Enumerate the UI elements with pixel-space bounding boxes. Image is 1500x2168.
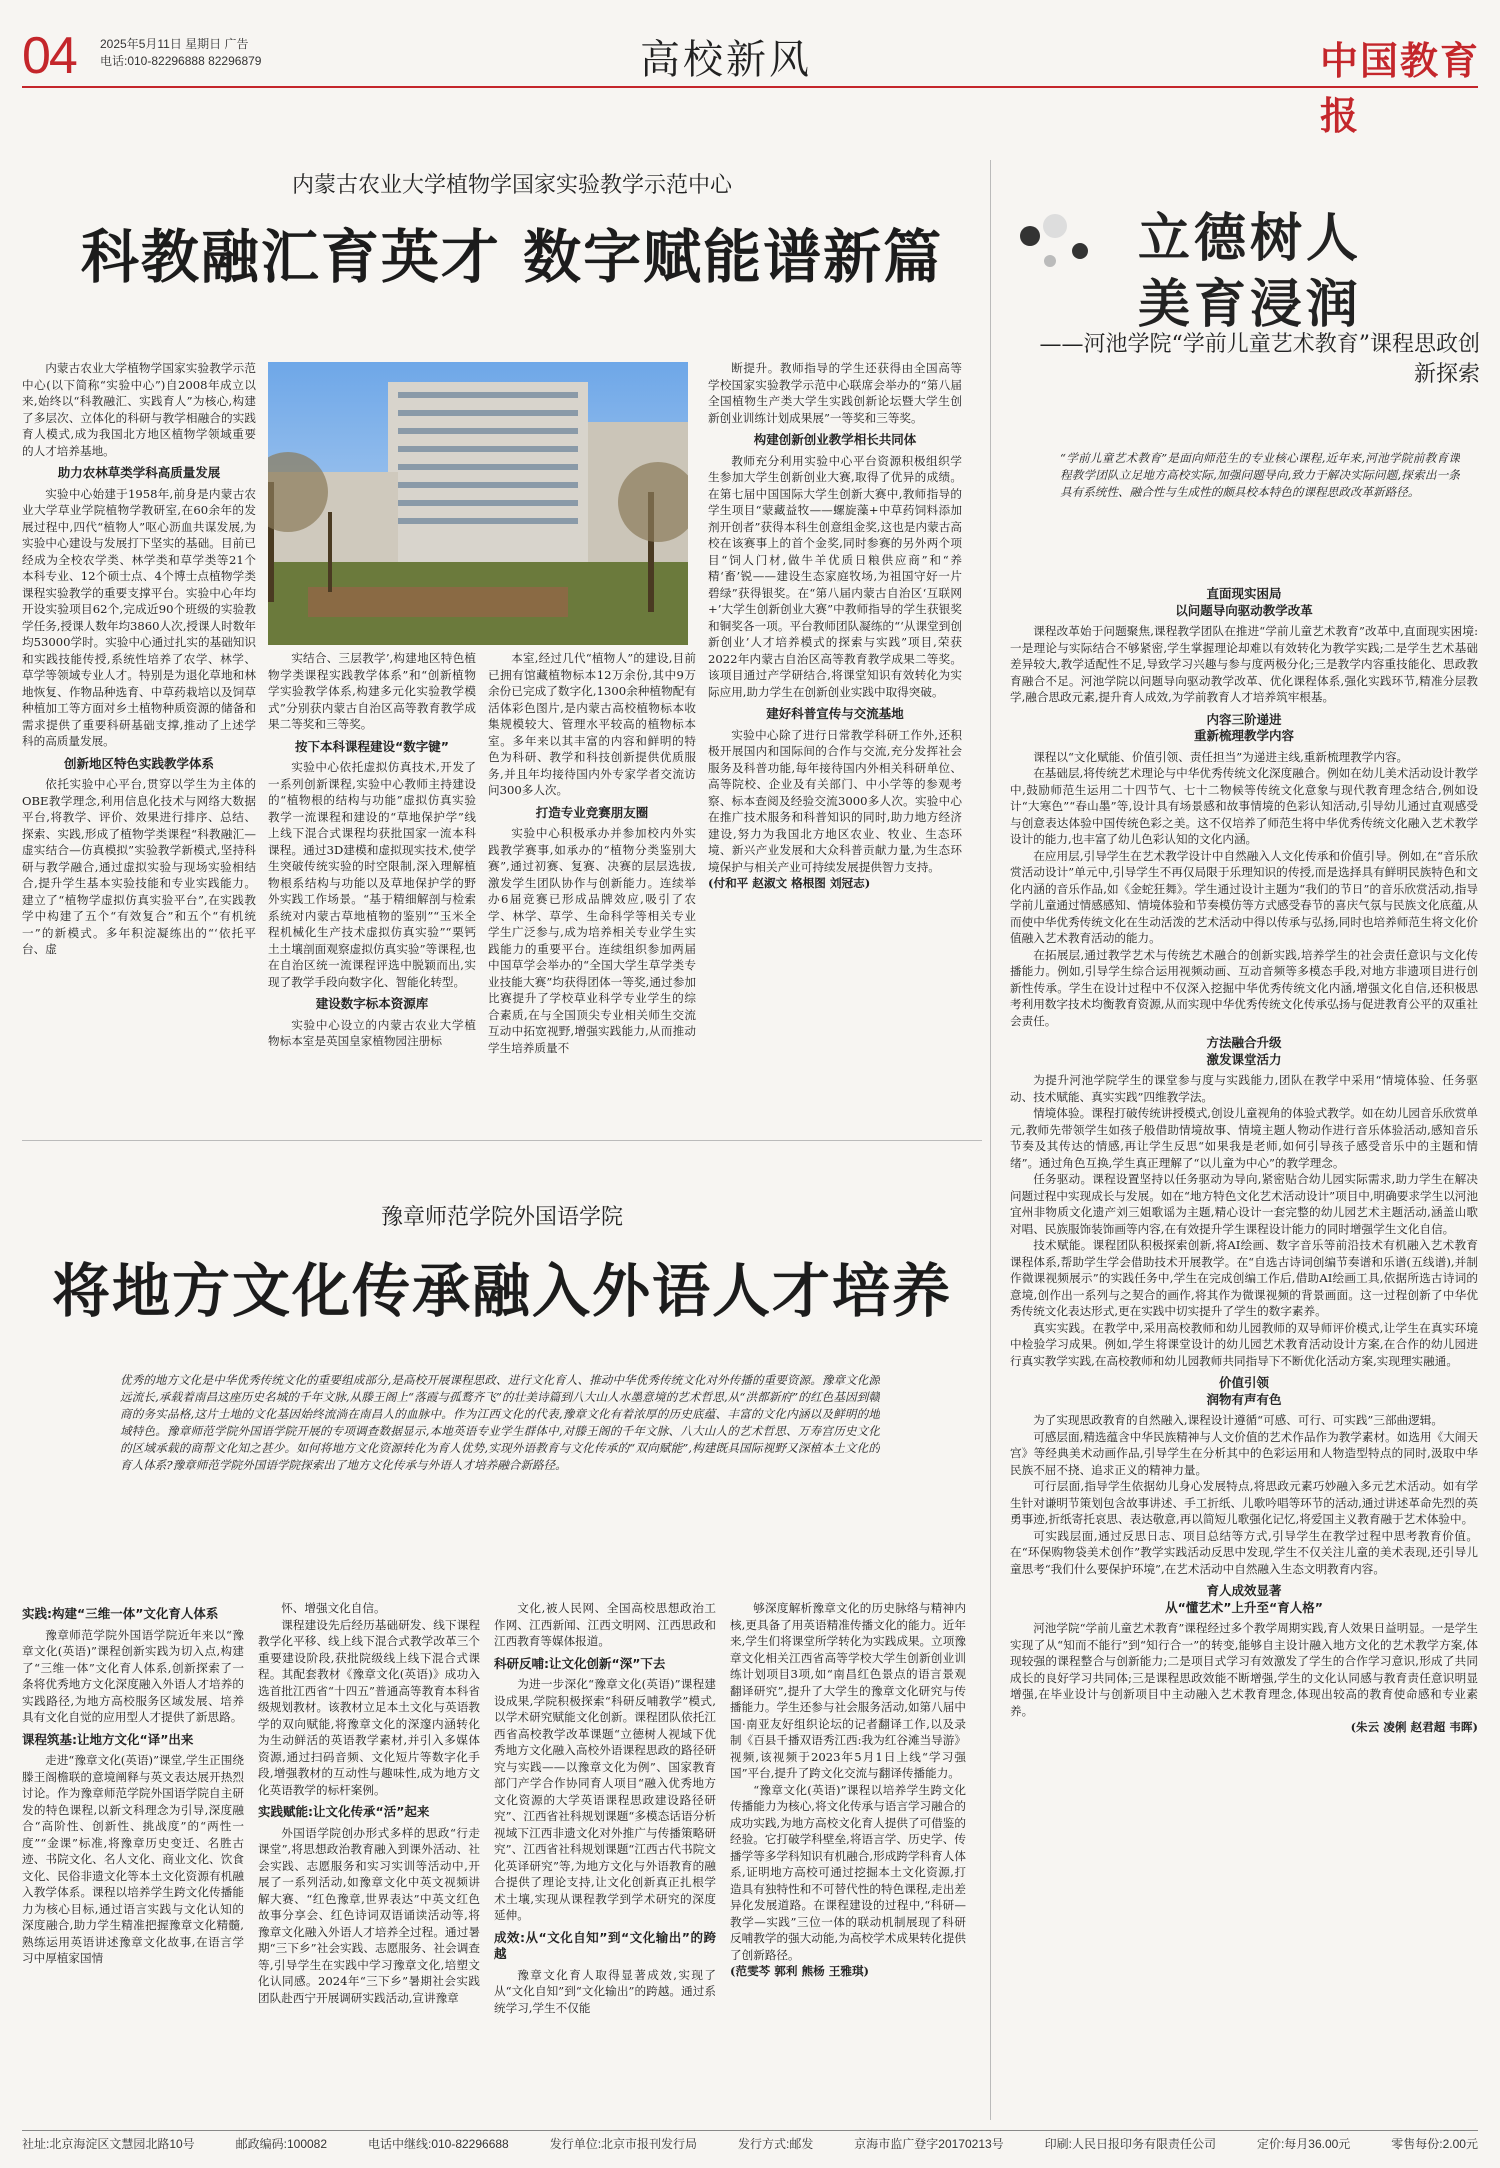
article2-paragraph: 文化,被人民网、全国高校思想政治工作网、江西新闻、江西文明网、江西思政和江西教育等媒体报道。 xyxy=(494,1601,716,1648)
article2-paragraph: 怀、增强文化自信。 xyxy=(281,1601,386,1615)
header-rule xyxy=(22,86,1478,88)
article2-column-3 xyxy=(494,1600,716,2120)
article1-heading: 建设数字标本资源库 xyxy=(315,996,429,1011)
article2-subtitle-wrap xyxy=(22,1200,982,1240)
article3-paragraph: 可行层面,指导学生依据幼儿身心发展特点,将思政元素巧妙融入多元艺术活动。如有学生针对谦明节策划包含故事讲述、手工折纸、儿歌吟唱等环节的活动,通过讲述革命先烈的英勇事迹,折纸寄托哀思、表达敬意,再以简短儿歌强化记忆,将爱国主义教育融于艺术体验中。 xyxy=(1010,1479,1478,1526)
article1-paragraph: 断提升。教师指导的学生还获得由全国高等学校国家实验教学示范中心联席会举办的“第八届全国植物生产类大学生实践创新论坛暨大学生创新创业训练计划成果展”一等奖和三等奖。 xyxy=(708,361,962,425)
article2-paragraph: 为进一步深化“豫章文化(英语)”课程建设成果,学院积极探索“科研反哺教学”模式,以学术研究赋能文化创新。课程团队依托江西省高校教学改革课题“立德树人视域下优秀地方文化融入高校外语课程思政的路径研究与实践——以豫章文化为例”、国家教育部门产学合作协同育人项目“融入优秀地方文化资源的大学英语课程思政建设路径研究”、江西省社科规划课题“多模态话语分析视域下江西非遗文化对外推广与传播策略研究”、江西省社科规划课题“江西古代书院文化英译研究”等,为地方文化与外语教育的融合提供了理论支持,让文化创新真正扎根学术土壤,实现从课程教学到学术研究的深度延伸。 xyxy=(494,1677,716,1922)
article1-paragraph: 依托实验中心平台,贯穿以学生为主体的OBE教学理念,利用信息化技术与网络大数据平台,将教学、评价、效果进行排序、总结、探索、实践,形成了植物学类课程“科教融汇—虚实结合—仿真模拟”实验教学新模式,坚持科研与教学融合,通过虚拟实验与现场实验相结合,提升学生基本实验技能和专业实践能力。建立了“植物学虚拟仿真实验平台”,在实践教学中构建了五个“有效复合”和五个“有机统一”的新模式。多年积淀凝练出的“‘依托平台、虚 xyxy=(22,777,256,956)
article1-heading: 建好科普宣传与交流基地 xyxy=(766,706,904,721)
article1-heading: 创新地区特色实践教学体系 xyxy=(63,755,214,771)
article2-paragraph: 豫章师范学院外国语学院近年来以“豫章文化(英语)”课程创新实践为切入点,构建了“三维一体”文化育人体系,创新探索了一条将优秀地方文化深度融入外语人才培养的实践路径,为地方高校服务区域发展、培养具有文化自觉的应用型人才提供了新思路。 xyxy=(22,1627,244,1724)
footer-price-month: 定价:每月36.00元 xyxy=(1256,2137,1351,2151)
article1-paragraph: 实验中心除了进行日常教学科研工作外,还积极开展国内和国际间的合作与交流,充分发挥社会服务及科普功能,每年接待国内外相关科研单位、高等院校、企业及有关部门、中小学等的参观考察、标本查阅及经验交流3000多人次。实验中心在推广技术服务和科普知识的同时,助力地方经济建设,努力为我国北方地区农业、牧业、生态环境、新兴产业发展和大众科普贡献力量,为生态环境保护与相关产业可持续发展提供智力支持。 xyxy=(708,727,962,874)
article3-heading: 育人成效显著 从“懂艺术”上升至“育人格” xyxy=(1165,1583,1323,1615)
article3-paragraph: 课程以“文化赋能、价值引领、责任担当”为递进主线,重新梳理教学内容。 xyxy=(1033,749,1409,764)
article1-column-3 xyxy=(488,650,696,1130)
footer-address: 社址:北京海淀区文慧园北路10号 xyxy=(22,2137,195,2151)
article2-heading: 成效:从“文化自知”到“文化输出”的跨越 xyxy=(494,1929,716,1961)
article2-column-2 xyxy=(258,1600,480,2120)
article2-column-1 xyxy=(22,1600,244,2120)
article3-title-line2: 美育浸润 xyxy=(1138,275,1363,335)
article1-heading: 助力农林草类学科高质量发展 xyxy=(57,465,221,480)
article2-heading: 实践:构建“三维一体”文化育人体系 xyxy=(22,1606,219,1621)
date-line: 2025年5月11日 星期日 广告 xyxy=(100,37,249,51)
article2-signature: (范雯芩 郭利 熊杨 王雅琪) xyxy=(730,1964,870,1978)
article3-paragraph: 为了实现思政教育的自然融入,课程设计遵循“可感、可行、可实践”三部曲逻辑。 xyxy=(1033,1413,1443,1427)
article3-subtitle: ——河池学院“学前儿童艺术教育”课程思政创新探索 xyxy=(1039,332,1480,387)
footer-issuer: 发行单位:北京市报刊发行局 xyxy=(549,2137,698,2151)
article-divider xyxy=(22,1140,982,1141)
article2-paragraph: 外国语学院创办形式多样的思政“行走课堂”,将思想政治教育融入到课外活动、社会实践、志愿服务和实习实训等活动中,开展了一系列活动,如豫章文化中英文视频讲解大赛、“红色豫章,世界表达”中英文红色故事分享会、红色诗词双语诵读活动等,将豫章文化融入外语人才培养全过程。通过暑期“三下乡”社会实践、志愿服务、社会调查等,引导学生在实践中学习豫章文化,培塑文化认同感。2024年“三下乡”暑期社会实践团队赴西宁开展调研实践活动,宣讲豫章 xyxy=(258,1825,480,2005)
article3-paragraph: 可感层面,精选蕴含中华民族精神与人文价值的艺术作品作为教学素材。如选用《大闹天宫》等经典美术动画作品,引导学生在分析其中的色彩运用和人物造型特点的同时,汲取中华民族不屈不挠、追求正义的精神力量。 xyxy=(1010,1429,1478,1477)
article3-title-line1: 立德树人 xyxy=(1138,209,1363,269)
page-header xyxy=(0,0,1500,138)
article1-paragraph: 内蒙古农业大学植物学国家实验教学示范中心(以下简称“实验中心”)自2008年成立以来,始终以“科教融汇、实践育人”为核心,构建了多层次、立体化的科研与教学相融合的实践育人模式,成为我国北方地区植物学领域重要的人才培养基地。 xyxy=(22,361,256,458)
article1-subtitle-wrap xyxy=(22,168,1002,208)
article1-paragraph: 实验中心始建于1958年,前身是内蒙古农业大学草业学院植物学教研室,在60余年的发展过程中,四代“植物人”呕心沥血共谋发展,为实验中心建设与发展打下坚实的基础。目前已经成为全校农学类、林学类和草学类等21个本科专业、12个硕士点、4个博士点植物学类课程实验教学的重要支撑平台。实验中心年均开设实验项目62个,完成近90个班级的实验教学任务,授课人数年均3860人次,授课人时数年均53000学时。实验中心通过扎实的基础知识和实践技能传授,系统性培养了农学、林学、草学等领域专业人才。特别是为退化草地和林地恢复、作物品种选育、中草药栽培以及饲草种植加工等方面对乡土植物种质资源的储备和需求提供了重要科研基础支撑,推动了上述学科的高质量发展。 xyxy=(22,486,256,748)
header-info xyxy=(100,36,261,70)
article2-intro: 优秀的地方文化是中华优秀传统文化的重要组成部分,是高校开展课程思政、进行文化育人、推动中华优秀传统文化对外传播的重要资源。豫章文化源远流长,承载着南昌这座历史名城的千年文脉,从滕王阁上“落霞与孤鹜齐飞”的壮美诗篇到八大山人水墨意境的艺术哲思,从“洪都新府”的红色基因到赣商的务实品格,这片土地的文化基因始终流淌在南昌人的血脉中。作为江西文化的代表,豫章文化有着浓厚的历史底蕴、丰富的文化内涵以及鲜明的地域特色。豫章师范学院外国语学院开展的专项调查数据显示,本地英语专业学生群体中,对滕王阁的千年文脉、八大山人的艺术哲思、万寿宫历史文化的区域承载的商帮文化知之甚少。如何将地方文化资源转化为育人优势,实现外语教育与文化传承的“双向赋能”,构建既具国际视野又深植本土文化的育人体系?豫章师范学院外国语学院探索出了地方文化传承与外语人才培养融合新路径。 xyxy=(120,1373,880,1472)
article2-subtitle: 豫章师范学院外国语学院 xyxy=(380,1205,623,1230)
footer-postcode: 邮政编码:100082 xyxy=(235,2137,328,2151)
phone-line: 电话:010-82296888 82296879 xyxy=(100,54,262,68)
section-title: 高校新风 xyxy=(640,37,812,83)
article3-intro: “学前儿童艺术教育”是面向师范生的专业核心课程,近年来,河池学院前教育课程教学团队立足地方高校实际,加强问题导向,致力于解决实际问题,探索出一条具有系统性、融合性与生成性的颇具校本特色的课程思政改革新路径。 xyxy=(1060,451,1460,499)
article3-heading: 方法融合升级 激发课堂活力 xyxy=(1206,1035,1282,1067)
article3-paragraph: 课程改革始于问题聚焦,课程教学团队在推进“学前儿童艺术教育”改革中,直面现实困境:一是理论与实际结合不够紧密,学生掌握理论却难以有效转化为教学实践;二是学生艺术基础差异较大,教学适配性不足,导致学习兴趣与参与度两极分化;三是教学内容重技能化、思政教育融合不足。河池学院以问题导向驱动教学改革、优化课程体系,强化实践环节,精准分层教学,融合思政元素,提升育人成效,为学前教育人才培养筑牢根基。 xyxy=(1010,624,1478,704)
article2-heading: 课程筑基:让地方文化“译”出来 xyxy=(22,1731,194,1747)
article3-paragraph: 为提升河池学院学生的课堂参与度与实践能力,团队在教学中采用“情境体验、任务驱动、技术赋能、真实实践”四维教学法。 xyxy=(1010,1073,1478,1104)
article2-paragraph: 走进“豫章文化(英语)”课堂,学生正围绕滕王阁檐联的意境阐释与英文表达展开热烈讨论。作为豫章师范学院外国语学院自主研发的特色课程,以新文科理念为引导,深度融合“高阶性、创新性、挑战度”的“两性一度”“金课”标准,将豫章历史变迁、名胜古迹、书院文化、名人文化、商业文化、饮食文化、民俗非遗文化等本土文化资源有机融入教学体系。课程以培养学生跨文化传播能力为核心目标,通过语言实践与文化认知的深度融合,助力学生精准把握豫章文化精髓,熟练运用英语讲述豫章文化故事,在语言学习中厚植家国情 xyxy=(22,1753,244,1965)
article3-heading: 内容三阶递进 重新梳理教学内容 xyxy=(1193,711,1294,743)
article1-heading: 构建创新创业教学相长共同体 xyxy=(753,432,917,447)
article1-column-2 xyxy=(268,650,476,1130)
article3-paragraph: 在拓展层,通过教学艺术与传统艺术融合的创新实践,培养学生的社会责任意识与文化传播能力。例如,引导学生综合运用视频动画、互动音频等多模态手段,对地方非遗项目进行创新性传承。学生在设计过程中不仅深入挖掘中华优秀传统文化内涵,增强文化自信,还积极思考利用数字技术均衡教育资源,从而实现中华优秀传统文化传承弘扬与促进教育公平的双重社会责任。 xyxy=(1010,947,1478,1028)
article3-paragraph: 在应用层,引导学生在艺术教学设计中自然融入人文化传承和价值引导。例如,在“音乐欣赏活动设计”单元中,引导学生不再仅局限于乐理知识的传授,而是选择具有鲜明民族特色和文化内涵的音乐作品,如《金蛇狂舞》。学生通过设计主题为“我们的节日”的音乐欣赏活动,指导学前儿童通过情感感知、情境体验和节奏模仿等方式感受春节的喜庆气氛与民族文化底蕴,从而使中华优秀传统文化在生动活泼的艺术活动中得以传承与弘扬,同时也培养师范生将文化价值融入艺术教育活动的能力。 xyxy=(1010,848,1478,945)
article1-paragraph: 本室,经过几代“植物人”的建设,目前已拥有馆藏植物标本12万余份,其中9万余份已完成了数字化,1300余种植物配有活体彩色图片,是内蒙古高校植物标本收集规模较大、管理水平较高的植物标本室。多年来以其丰富的内容和鲜明的特色为科研、教学和科技创新提供优质服务,并且年均接待国内外专家学者交流访问300多人次。 xyxy=(488,651,696,797)
article3-heading: 价值引领 润物有声有色 xyxy=(1206,1375,1282,1407)
article3-paragraph: 情境体验。课程打破传统讲授模式,创设儿童视角的体验式教学。如在幼儿园音乐欣赏单元,教师先带领学生如孩子般借助情境故事、情境主题人物动作进行音乐体验活动,感知音乐节奏及其传达的情感,再让学生反思“如果我是老师,如何引导孩子感受音乐中的主题和情绪”。通过角色互换,学生真正理解了“以儿童为中心”的教学理念。 xyxy=(1010,1106,1478,1170)
article1-title-wrap xyxy=(22,210,1002,290)
article2-paragraph: 课程建设先后经历基础研发、线下课程教学化平移、线上线下混合式教学改革三个重要建设阶段,获批院级线上线下混合式课程。其配套教材《豫章文化(英语)》成功入选首批江西省“十四五”普通高等教育本科省级规划教材。该教材立足本土文化与英语教学的双向赋能,将豫章文化的深邃内涵转化为生动鲜活的英语教学素材,并引入多媒体资源,通过扫码音频、文化短片等数字化手段,增强教材的互动性与趣味性,成为地方文化英语教学的标杆案例。 xyxy=(258,1617,480,1797)
page-number: 04 xyxy=(22,27,76,85)
article3-paragraph: 可实践层面,通过反思日志、项目总结等方式,引导学生在教学过程中思考教育价值。在“环保购物袋美术创作”教学实践活动反思中发现,学生不仅关注儿童的美术表现,还引导儿童思考“我们什么要保护环境”,在艺术活动中自然融入生态文明教育内容。 xyxy=(1010,1528,1478,1576)
article1-title: 科教融汇育英才 数字赋能谱新篇 xyxy=(80,223,944,290)
campus-building-photo xyxy=(268,362,688,645)
article1-paragraph: 实验中心设立的内蒙古农业大学植物标本室是英国皇家植物园注册标 xyxy=(268,1017,476,1048)
article3-paragraph: 在基础层,将传统艺术理论与中华优秀传统文化深度融合。例如在幼儿美术活动设计教学中,鼓励师范生运用二十四节气、七十二物候等传统文化意象与现代教育理念结合,例如设计“大寒色”“春山墨”等,设计具有场景感和故事情境的色彩认知活动,引导幼儿通过直观感受与创意表达体验中国传统色彩之美。这不仅培养了师范生将中华优秀传统文化融入艺术教学设计的能力,也丰富了幼儿色彩认知的文化内涵。 xyxy=(1010,766,1478,846)
article3-paragraph: 任务驱动。课程设置坚持以任务驱动为导向,紧密贴合幼儿园实际需求,助力学生在解决问题过程中实现成长与发展。如在“地方特色文化艺术活动设计”项目中,明确要求学生以河池宜州非物质文化遗产刘三姐歌谣为主题,精心设计一套完整的幼儿园艺术主题活动,涵盖山歌对唱、民族服饰装饰画等内容,在有效提升学生课程设计能力的同时增强学生文化自信。 xyxy=(1010,1172,1478,1236)
article2-heading: 科研反哺:让文化创新“深”下去 xyxy=(494,1655,666,1671)
article2-heading: 实践赋能:让文化传承“活”起来 xyxy=(258,1804,430,1819)
article3-paragraph: 技术赋能。课程团队积极探索创新,将AI绘画、数字音乐等前沿技术有机融入艺术教育课程体系,帮助学生学会借助技术开展教学。在“自选古诗词创编节奏谱和乐谱(五线谱),并制作微课视频展示”的实践任务中,学生在完成创编工作后,借助AI绘画工具,依据所选古诗词的意境,创作出一系列与之契合的画作,将其作为微课视频的背景画面。这一过程创新了中华优秀传统文化表达形式,更在实践中切实提升了学生的数字素养。 xyxy=(1010,1238,1478,1318)
footer-method: 发行方式:邮发 xyxy=(737,2137,814,2151)
article1-column-1 xyxy=(22,360,256,1130)
article1-paragraph: 实结合、三层教学’,构建地区特色植物学类课程实践教学体系”和“创新植物学实验教学体系,构建多元化实验教学模式”分别获内蒙古自治区高等教育教学成果二等奖和三等奖。 xyxy=(268,651,476,731)
article2-paragraph: 豫章文化育人取得显著成效,实现了从“文化自知”到“文化输出”的跨越。通过系统学习,学生不仅能 xyxy=(494,1967,716,2015)
article3-column xyxy=(1010,580,1478,2120)
article3-paragraph: 真实实践。在教学中,采用高校教师和幼儿园教师的双导师评价模式,让学生在真实环境中检验学习成果。例如,学生将课堂设计的幼儿园艺术教育活动设计方案,在合作的幼儿园进行真实教学实践,在高校教师和幼儿园教师共同指导下不断优化活动方案,实现理实融通。 xyxy=(1010,1320,1478,1368)
article2-column-4 xyxy=(730,1600,966,2120)
article2-paragraph: “豫章文化(英语)”课程以培养学生跨文化传播能力为核心,将文化传承与语言学习融合的成功实践,为地方高校文化育人提供了可借鉴的经验。它打破学科壁垒,将语言学、历史学、传播学等多学科知识有机融合,形成跨学科育人体系,证明地方高校可通过挖掘本土文化资源,打造具有独特性和不可替代性的特色课程,走出差异化发展道路。在课程建设的过程中,“科研—教学—实践”三位一体的联动机制展现了科研反哺教学的强大动能,为高校学术成果转化提供了创新路径。 xyxy=(730,1782,966,1962)
masthead-logo: 中国教育报 xyxy=(1320,38,1481,138)
article1-column-4 xyxy=(708,360,962,1130)
article2-paragraph: 够深度解析豫章文化的历史脉络与精神内核,更具备了用英语精准传播文化的能力。近年来,学生们将课堂所学转化为实践成果。立项豫章文化相关江西省高等学校大学生创新创业训练计划项目3项,如“南昌红色景点的语言景观翻译研究”,提升了大学生的豫章文化研究与传播能力。学生还参与社会服务活动,如第八届中国·南亚友好组织论坛的记者翻译工作,以及录制《百县千播双语秀江西:我为红谷滩当导游》视频,该视频于2023年5月1日上线“学习强国”平台,提升了跨文化交流与翻译传播能力。 xyxy=(730,1601,966,1780)
column-divider xyxy=(990,160,991,2120)
footer-license: 京海市监广登字20170213号 xyxy=(854,2137,1004,2151)
article1-paragraph: 实验中心积极承办并参加校内外实践教学赛事,如承办的“植物分类鉴别大赛”,通过初赛、复赛、决赛的层层选拔,激发学生团队协作与创新能力。连续举办6届竞赛已形成品牌效应,吸引了农学、林学、草学、生命科学等相关专业学生广泛参与,成为培养相关专业学生实践能力的重要平台。连续组织参加两届中国草学会举办的“全国大学生草学类专业技能大赛”均获得团体一等奖,通过参加比赛提升了学校草业科学专业学生的综合素质,在与全国顶尖专业相关师生交流互动中拓宽视野,增强实践能力,从而推动学生培养质量不 xyxy=(488,826,696,1055)
article3-signature: (朱云 凌俐 赵君超 韦晖) xyxy=(1350,1720,1478,1734)
article1-subtitle: 内蒙古农业大学植物学国家实验教学示范中心 xyxy=(291,173,732,198)
article1-heading: 按下本科课程建设“数字键” xyxy=(295,738,449,754)
article1-paragraph: 教师充分利用实验中心平台资源积极组织学生参加大学生创新创业大赛,取得了优异的成绩。在第七届中国国际大学生创新大赛中,教师指导的学生项目“蒙藏益牧——螺旋藻+中草药饲料添加剂开创者”获得本科生创意组金奖,这也是内蒙古高校在该赛事上的首个金奖,同时参赛的另外两个项目“饲人门材,做牛羊优质日粮供应商”和“养精‘畜’锐——建设生态家庭牧场,为祖国守好一片碧绿”获得银奖。在“第八届内蒙古自治区‘互联网+’大学生创新创业大赛”中教师指导的学生获银奖和铜奖各一项。平台教师团队凝练的“‘从课堂到创新创业’人才培养模式的探索与实践”项目,荣获2022年内蒙古自治区高等教育教学成果二等奖。该项目通过产学研结合,将课堂知识有效转化为实际应用,助力学生在创新创业实践中取得突破。 xyxy=(708,453,962,699)
footer-phone: 电话中继线:010-82296688 xyxy=(367,2137,509,2151)
footer-printer: 印刷:人民日报印务有限责任公司 xyxy=(1044,2137,1216,2151)
article2-title-wrap xyxy=(22,1244,982,1324)
article3-paragraph: 河池学院“学前儿童艺术教育”课程经过多个教学周期实践,育人效果日益明显。一是学生实现了从“知而不能行”到“知行合一”的转变,能够自主设计融入地方文化的艺术教学方案,体现较强的课程整合与创新能力;二是项目式学习有效激发了学生的合作学习意识,形成了共同成长的良好学习共同体;三是课程思政效能不断增强,学生的文化认同感与教育责任意识明显增强,在毕业设计与创新项目中主动融入艺术教育理念,体现出较高的教育使命感和专业素养。 xyxy=(1010,1621,1478,1718)
article1-signature: (付和平 赵淑文 格根图 刘冠志) xyxy=(708,876,871,890)
article1-heading: 打造专业竞赛朋友圈 xyxy=(535,804,649,820)
article2-title: 将地方文化传承融入外语人才培养 xyxy=(51,1257,952,1324)
article3-heading: 直面现实困局 以问题导向驱动教学改革 xyxy=(1175,586,1313,618)
page-footer xyxy=(22,2130,1478,2155)
footer-price-single: 零售每份:2.00元 xyxy=(1391,2137,1478,2151)
decorative-dots-icon xyxy=(1010,206,1130,286)
article1-paragraph: 实验中心依托虚拟仿真技术,开发了一系列创新课程,实验中心教师主持建设的“植物根的结构与功能”虚拟仿真实验教学一流课程和建设的“草地保护学”线上线下混合式课程均获批国家一流本科课程。通过3D建模和虚拟现实技术,使学生突破传统实验的时空限制,深入理解植物根系结构与功能以及草地保护学的野外实践工作场景。“基于精细解剖与检索系统对内蒙古草地植物的鉴别”“玉米全程机械化生产技术虚拟仿真实验”“栗钙土土壤剖面观察虚拟仿真实验”等课程,也在自治区统一流课程评选中脱颖而出,实现了教学手段向数字化、智能化转型。 xyxy=(268,760,476,989)
